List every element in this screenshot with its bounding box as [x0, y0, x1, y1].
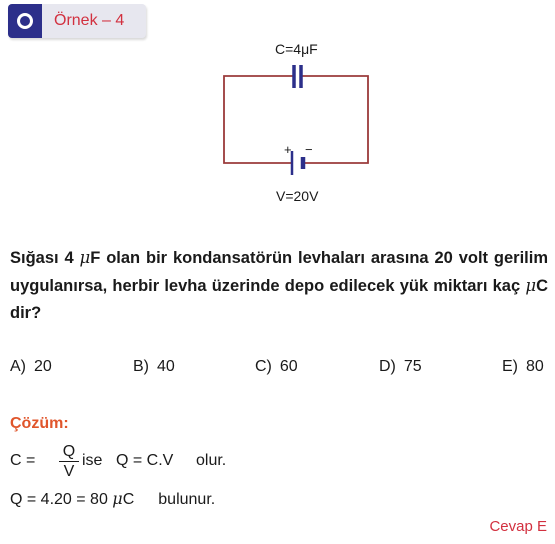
battery-label: V=20V [276, 188, 319, 204]
option-e[interactable]: E) 80 [502, 358, 544, 375]
option-b[interactable]: B) 40 [133, 358, 175, 375]
answer-label: Cevap E [489, 518, 547, 535]
fraction-q-over-v: Q V [58, 442, 80, 481]
option-a[interactable]: A) 20 [10, 358, 52, 375]
battery-minus-sign: − [305, 142, 313, 157]
question-text: Sığası 4 μF olan bir kondansatörün levhaları arasına 20 volt gerilim uygulanırsa, herbir levha üzerinde depo edilecek yük miktarı kaç μC dir? [10, 248, 549, 322]
circuit-wires [224, 76, 368, 163]
capacitor-symbol [294, 65, 301, 88]
mu-symbol: μ [79, 248, 91, 267]
solution-title: Çözüm: [10, 415, 69, 432]
solution-line-2: Q = 4.20 = 80 μC bulunur. [10, 489, 216, 508]
capacitor-label: C=4μF [275, 41, 318, 57]
example-title: Örnek – 4 [54, 12, 125, 29]
mu-symbol: μ [112, 489, 123, 508]
circuit-diagram [0, 0, 555, 240]
mu-symbol: μ [525, 276, 537, 295]
battery-symbol [292, 151, 303, 175]
option-c[interactable]: C) 60 [255, 358, 298, 375]
option-d[interactable]: D) 75 [379, 358, 422, 375]
battery-plus-sign: + [284, 142, 292, 157]
